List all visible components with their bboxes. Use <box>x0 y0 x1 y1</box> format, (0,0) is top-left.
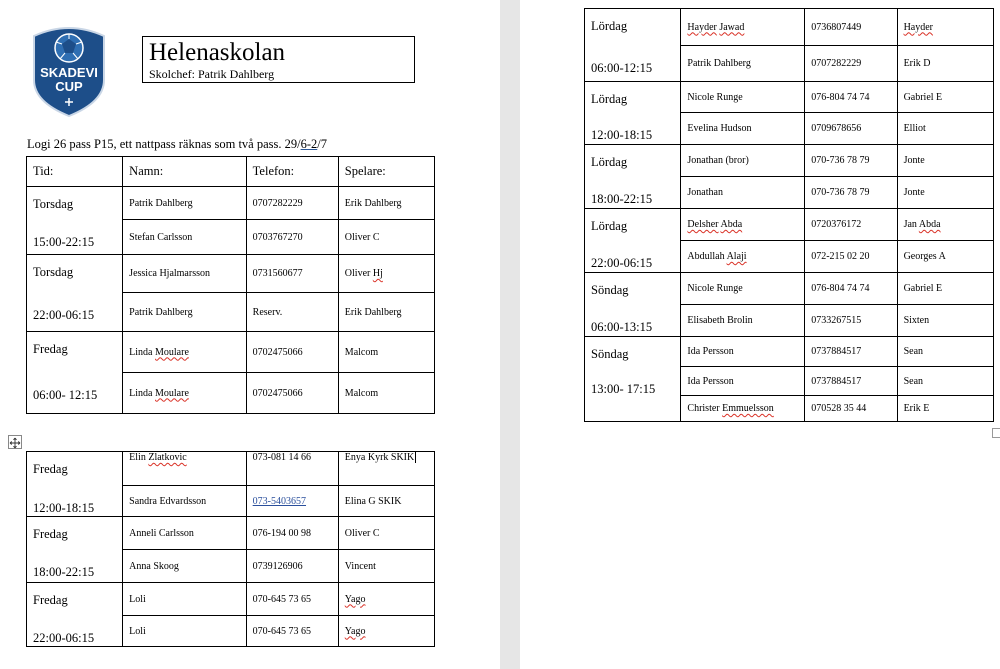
time-range: 22:00-06:15 <box>33 631 95 645</box>
word: Linda <box>129 387 153 399</box>
name-cell[interactable] <box>681 145 805 177</box>
phone-cell[interactable] <box>246 616 338 647</box>
spelling-flagged-word: Moulare <box>155 346 189 358</box>
time-slot-cell[interactable] <box>27 452 123 517</box>
name-text: Anna Skoog <box>129 560 179 572</box>
intro-text-end: /7 <box>317 137 327 151</box>
player-text: Sean <box>903 375 924 387</box>
phone-text: 0702475066 <box>252 387 303 399</box>
spelling-flagged-word: Moulare <box>155 387 189 399</box>
name-text <box>687 403 773 414</box>
table-row <box>27 255 435 293</box>
phone-cell[interactable] <box>805 337 897 367</box>
name-cell[interactable] <box>123 486 247 517</box>
name-text <box>129 452 187 463</box>
phone-cell[interactable] <box>246 517 338 550</box>
player-text: Erik E <box>903 403 930 414</box>
time-slot-cell[interactable] <box>27 517 123 583</box>
skadevi-cup-logo <box>26 22 112 118</box>
phone-cell[interactable] <box>805 113 897 145</box>
name-text <box>687 219 742 230</box>
phone-text: 072-215 02 20 <box>811 251 870 262</box>
name-text: Patrik Dahlberg <box>129 197 193 209</box>
phone-text: 0702475066 <box>252 346 303 358</box>
phone-text: 0737884517 <box>811 375 862 387</box>
name-text: Elisabeth Brolin <box>687 315 753 326</box>
name-text: Patrik Dahlberg <box>687 58 751 69</box>
name-cell[interactable] <box>681 305 805 337</box>
spelling-flagged-word: Delsher <box>687 219 719 230</box>
player-cell[interactable] <box>897 337 993 367</box>
player-text: Jonte <box>903 187 925 198</box>
day-label: Fredag <box>33 462 68 476</box>
player-cell[interactable] <box>897 367 993 396</box>
spelling-flagged-word: Alaji <box>726 251 747 262</box>
phone-cell[interactable] <box>246 486 338 517</box>
spelling-flagged-word: Yago <box>344 625 366 637</box>
phone-text: 0733267515 <box>811 315 862 326</box>
player-cell[interactable] <box>338 373 434 414</box>
player-text: Erik D <box>903 58 931 69</box>
time-slot-cell[interactable] <box>585 337 681 422</box>
table-row <box>27 517 435 550</box>
phone-text: 076-804 74 74 <box>811 283 870 294</box>
player-text: Malcom <box>344 346 379 358</box>
name-cell[interactable] <box>681 9 805 46</box>
player-cell[interactable] <box>897 145 993 177</box>
player-cell[interactable] <box>897 209 993 241</box>
player-text <box>904 219 941 230</box>
time-slot-cell[interactable] <box>27 255 123 332</box>
name-cell[interactable] <box>123 517 247 550</box>
day-label: Torsdag <box>33 197 74 211</box>
schedule-table-2 <box>26 451 435 647</box>
table-header-row <box>27 157 435 187</box>
phone-text: 0736807449 <box>811 21 862 33</box>
player-cell[interactable] <box>338 486 434 517</box>
phone-cell[interactable] <box>246 187 338 220</box>
player-cell[interactable] <box>338 255 434 293</box>
name-cell[interactable] <box>123 332 247 373</box>
spelling-flagged-word: Yago <box>344 593 366 605</box>
player-cell[interactable] <box>338 517 434 550</box>
phone-cell[interactable] <box>805 46 897 82</box>
player-cell[interactable] <box>897 9 993 46</box>
phone-cell[interactable] <box>805 9 897 46</box>
phone-text: 070528 35 44 <box>811 403 867 414</box>
name-cell[interactable] <box>681 113 805 145</box>
time-slot-cell[interactable] <box>585 9 681 82</box>
phone-cell[interactable] <box>805 273 897 305</box>
schedule-table-3 <box>584 8 994 422</box>
time-range: 18:00-22:15 <box>33 565 95 579</box>
name-cell[interactable] <box>123 293 247 332</box>
logo-text-line1: SKADEVI <box>40 65 98 80</box>
phone-cell[interactable] <box>246 220 338 255</box>
player-cell[interactable] <box>897 273 993 305</box>
time-range: 12:00-18:15 <box>591 128 653 142</box>
phone-text: 0731560677 <box>252 268 303 279</box>
day-label: Fredag <box>33 527 68 541</box>
phone-cell[interactable] <box>805 145 897 177</box>
phone-text: 070-645 73 65 <box>252 625 312 637</box>
player-cell[interactable] <box>897 396 993 422</box>
name-text: Anneli Carlsson <box>129 527 194 539</box>
name-text <box>687 251 746 262</box>
name-text <box>129 347 189 358</box>
name-cell[interactable] <box>681 177 805 209</box>
phone-link[interactable]: 073-5403657 <box>252 495 307 507</box>
phone-cell[interactable] <box>246 373 338 414</box>
spelling-flagged-word: Jawad <box>719 21 745 33</box>
name-cell[interactable] <box>123 616 247 647</box>
player-cell[interactable] <box>897 177 993 209</box>
phone-cell[interactable] <box>246 550 338 583</box>
player-text <box>345 268 383 279</box>
player-cell[interactable] <box>897 305 993 337</box>
player-text: Jonte <box>903 155 925 166</box>
phone-text: 073-081 14 66 <box>252 452 312 463</box>
table-row <box>27 332 435 373</box>
player-cell[interactable] <box>338 452 434 486</box>
table-row <box>585 82 994 113</box>
page-subtitle: Skolchef: Patrik Dahlberg <box>149 67 275 81</box>
player-cell[interactable] <box>897 241 993 273</box>
move-arrows-icon <box>9 437 21 449</box>
name-text: Ida Persson <box>687 375 734 387</box>
spelling-flagged-word: Abda <box>918 219 941 230</box>
name-cell[interactable] <box>681 46 805 82</box>
player-text: Erik Dahlberg <box>344 197 402 209</box>
phone-text: 0720376172 <box>811 219 862 230</box>
name-cell[interactable] <box>123 187 247 220</box>
intro-text[interactable] <box>27 137 327 152</box>
spelling-flagged-word: Hayder <box>687 21 717 33</box>
intro-date-highlight: 6-2 <box>300 137 318 151</box>
time-slot-cell[interactable] <box>27 187 123 255</box>
player-text <box>345 594 366 605</box>
day-label: Fredag <box>33 342 68 356</box>
name-text: Ida Persson <box>687 346 734 357</box>
schedule-table-1 <box>26 156 435 414</box>
phone-text: 0703767270 <box>252 231 303 243</box>
player-cell[interactable] <box>897 113 993 145</box>
player-text: Malcom <box>344 387 379 399</box>
name-cell[interactable] <box>123 452 247 486</box>
phone-cell[interactable] <box>805 305 897 337</box>
phone-cell[interactable] <box>805 177 897 209</box>
name-cell[interactable] <box>123 220 247 255</box>
time-range: 06:00-13:15 <box>591 320 653 334</box>
table-row <box>585 209 994 241</box>
time-slot-cell[interactable] <box>585 273 681 337</box>
player-cell[interactable] <box>338 220 434 255</box>
phone-cell[interactable] <box>805 82 897 113</box>
player-text: Sixten <box>903 315 930 326</box>
player-text: Erik Dahlberg <box>344 306 402 318</box>
time-range: 12:00-18:15 <box>33 501 95 515</box>
table-row <box>27 187 435 220</box>
name-cell[interactable] <box>681 396 805 422</box>
name-text: Patrik Dahlberg <box>129 306 193 318</box>
name-text: Evelina Hudson <box>687 123 752 134</box>
player-cell[interactable] <box>338 616 434 647</box>
word: Oliver <box>344 268 371 279</box>
phone-cell[interactable] <box>805 209 897 241</box>
time-range: 15:00-22:15 <box>33 235 95 249</box>
spelling-flagged-word: Abda <box>720 219 743 230</box>
name-text: Jonathan (bror) <box>687 155 749 166</box>
word: Elin <box>129 452 146 463</box>
column-header[interactable]: Spelare: <box>338 157 434 187</box>
time-range: 06:00-12:15 <box>591 61 653 75</box>
time-slot-cell[interactable] <box>585 209 681 273</box>
name-text: Stefan Carlsson <box>129 231 193 243</box>
day-label: Lördag <box>591 19 628 33</box>
name-cell[interactable] <box>681 82 805 113</box>
time-range: 18:00-22:15 <box>591 192 653 206</box>
phone-text: 076-194 00 98 <box>252 527 312 539</box>
name-text: Jessica Hjalmarsson <box>129 268 210 279</box>
player-cell[interactable] <box>897 82 993 113</box>
phone-cell[interactable] <box>246 293 338 332</box>
player-cell[interactable] <box>338 293 434 332</box>
phone-cell[interactable] <box>246 255 338 293</box>
table-row <box>585 9 994 46</box>
name-text <box>687 22 744 33</box>
name-text: Jonathan <box>687 187 723 198</box>
player-text: Georges A <box>903 251 946 262</box>
word: Abdullah <box>687 251 725 262</box>
name-cell[interactable] <box>681 367 805 396</box>
name-cell[interactable] <box>123 373 247 414</box>
spelling-flagged-word: Zlatkovic <box>148 452 187 463</box>
player-cell[interactable] <box>338 332 434 373</box>
text-cursor <box>415 452 416 463</box>
name-text: Loli <box>129 593 146 605</box>
name-cell[interactable] <box>681 209 805 241</box>
logo-text-line2: CUP <box>55 79 83 94</box>
player-cell[interactable] <box>338 550 434 583</box>
day-label: Torsdag <box>33 265 74 279</box>
player-text: Oliver C <box>344 527 380 539</box>
table-row <box>585 145 994 177</box>
time-slot-cell[interactable] <box>27 583 123 647</box>
player-text: Sean <box>903 346 924 357</box>
day-label: Söndag <box>591 283 629 297</box>
column-header[interactable]: Telefon: <box>246 157 338 187</box>
time-range: 22:00-06:15 <box>33 308 95 322</box>
title-box[interactable] <box>142 36 415 83</box>
name-text: Sandra Edvardsson <box>129 495 207 507</box>
player-text: Gabriel E <box>903 283 943 294</box>
phone-text: 070-645 73 65 <box>252 593 312 605</box>
phone-text: 0739126906 <box>252 560 303 572</box>
name-cell[interactable] <box>681 337 805 367</box>
name-cell[interactable] <box>681 273 805 305</box>
column-header[interactable]: Tid: <box>27 157 123 187</box>
day-label: Fredag <box>33 593 68 607</box>
table-row <box>585 337 994 367</box>
spelling-flagged-word: Hj <box>372 268 383 279</box>
player-text: Elina G SKIK <box>344 495 402 507</box>
phone-text: 0707282229 <box>811 58 862 69</box>
time-slot-cell[interactable] <box>27 332 123 414</box>
phone-text: 0709678656 <box>811 123 862 134</box>
page-corner-mark <box>992 428 1000 438</box>
word: Linda <box>129 346 153 358</box>
player-text: Vincent <box>344 560 376 572</box>
player-cell[interactable] <box>338 583 434 616</box>
page-title: Helenaskolan <box>149 39 286 66</box>
table-row <box>27 583 435 616</box>
word: Christer <box>687 403 720 414</box>
phone-cell[interactable] <box>246 332 338 373</box>
phone-text: 070-736 78 79 <box>811 187 870 198</box>
phone-cell[interactable] <box>805 241 897 273</box>
player-cell[interactable] <box>338 187 434 220</box>
name-text: Nicole Runge <box>687 91 743 103</box>
player-text: Oliver C <box>344 231 380 243</box>
phone-cell[interactable] <box>246 583 338 616</box>
phone-cell[interactable] <box>805 367 897 396</box>
player-text <box>345 626 366 637</box>
phone-text: 076-804 74 74 <box>811 91 870 103</box>
name-cell[interactable] <box>123 550 247 583</box>
time-range: 22:00-06:15 <box>591 256 653 270</box>
table-row <box>585 273 994 305</box>
name-cell[interactable] <box>123 255 247 293</box>
phone-text: Reserv. <box>252 306 283 318</box>
player-text: Gabriel E <box>903 91 943 103</box>
day-label: Lördag <box>591 219 628 233</box>
phone-text: 070-736 78 79 <box>811 155 870 166</box>
name-cell[interactable] <box>123 583 247 616</box>
phone-cell[interactable] <box>805 396 897 422</box>
word: Jan <box>903 219 917 230</box>
player-text: Elliot <box>903 123 926 134</box>
player-cell[interactable] <box>897 46 993 82</box>
phone-cell[interactable] <box>246 452 338 486</box>
name-text: Loli <box>129 625 146 637</box>
column-header[interactable]: Namn: <box>123 157 247 187</box>
phone-text: 0707282229 <box>252 197 303 209</box>
time-slot-cell[interactable] <box>585 82 681 145</box>
day-label: Söndag <box>591 347 629 361</box>
time-slot-cell[interactable] <box>585 145 681 209</box>
table-row <box>27 452 435 486</box>
name-cell[interactable] <box>681 241 805 273</box>
time-range: 13:00- 17:15 <box>591 382 656 396</box>
spelling-flagged-word: Emmuelsson <box>722 403 774 414</box>
name-text: Nicole Runge <box>687 283 743 294</box>
player-text <box>904 22 933 33</box>
table-move-handle[interactable] <box>8 435 22 449</box>
time-range: 06:00- 12:15 <box>33 388 98 402</box>
day-label: Lördag <box>591 155 628 169</box>
phone-text: 0737884517 <box>811 346 862 357</box>
intro-text-start: Logi 26 pass P15, ett nattpass räknas som två pass. 29/ <box>27 137 301 151</box>
spelling-flagged-word: Hayder <box>903 21 933 33</box>
day-label: Lördag <box>591 92 628 106</box>
name-text <box>129 388 189 399</box>
player-text: Enya Kyrk SKIK <box>344 452 415 463</box>
